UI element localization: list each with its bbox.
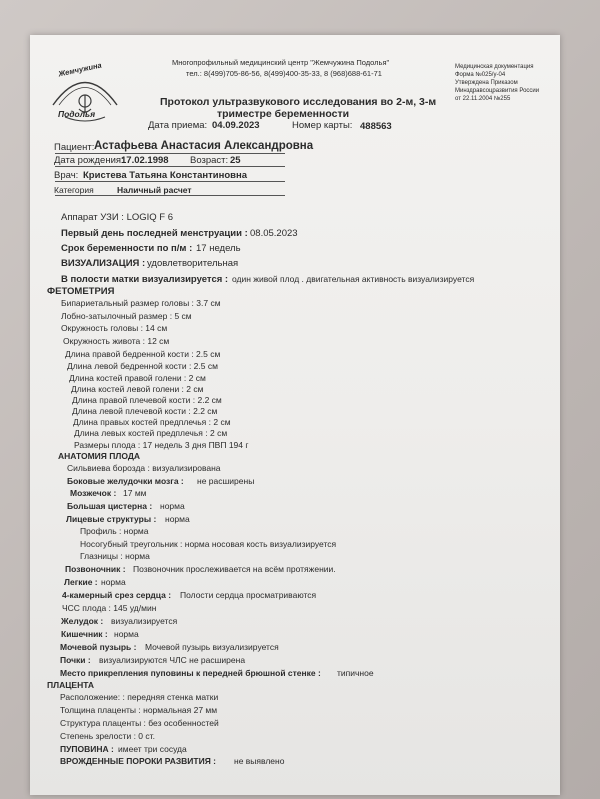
doctor-label: Врач: [54,170,79,181]
spine-value: Позвоночник прослеживается на всём протяжении. [133,564,336,574]
visit-date-value: 04.09.2023 [212,120,260,131]
bladder-label: Мочевой пузырь : [60,642,137,652]
doc-note-1: Медицинская документация [455,64,534,70]
clinic-logo [45,65,125,130]
cerebellum-value: 17 мм [123,488,147,498]
cerebellum-label: Мозжечок : [70,488,117,498]
congenital-defects-label: ВРОЖДЕННЫЕ ПОРОКИ РАЗВИТИЯ : [60,756,217,766]
cisterna-magna-value: норма [160,501,185,511]
patient-name: Астафьева Анастасия Александровна [94,140,314,152]
bladder-value: Мочевой пузырь визуализируется [145,642,279,652]
nasolabial-row: Носогубный треугольник : норма носовая кость визуализируется [80,539,337,549]
fetometry-row: Длина костей левой голени : 2 см [71,384,204,394]
gestation-term-label: Срок беременности по п/м : [61,243,193,254]
doc-note-3: Утверждена Приказом [455,80,518,86]
placenta-structure: Структура плаценты : без особенностей [60,718,219,728]
lateral-ventricles-value: не расширены [197,476,255,486]
divider [55,153,285,154]
category-label: Категория [54,185,94,195]
stomach-value: визуализируется [111,616,178,626]
placenta-location: Расположение: : передняя стенка матки [60,692,219,702]
facial-structures-label: Лицевые структуры : [66,514,157,524]
lateral-ventricles-label: Боковые желудочки мозга : [67,476,184,486]
fetometry-row: Длина правой бедренной кости : 2.5 см [65,349,221,359]
placenta-maturity: Степень зрелости : 0 ст. [60,731,155,741]
center-name: Многопрофильный медицинский центр "Жемчужина Подолья" [172,58,390,67]
logo-text-top: Жемчужина [57,60,103,79]
cord-insertion-label: Место прикрепления пуповины к передней брюшной стенке : [60,668,321,678]
sylvian-fissure: Сильвиева борозда : визуализирована [67,463,221,473]
lungs-value: норма [101,577,126,587]
fetometry-row: Длина левых костей предплечья : 2 см [74,428,228,438]
fetometry-heading: ФЕТОМЕТРИЯ [47,286,115,297]
fetal-heart-rate: ЧСС плода : 145 уд/мин [62,603,157,613]
lungs-label: Легкие : [64,577,98,587]
four-chamber-label: 4-камерный срез сердца : [62,590,172,600]
fetometry-row: Длина правых костей предплечья : 2 см [73,417,231,427]
visualization-label: ВИЗУАЛИЗАЦИЯ : [61,258,146,269]
cord-insertion-value: типичное [337,668,374,678]
age-value: 25 [230,155,241,166]
four-chamber-value: Полости сердца просматриваются [180,590,317,600]
fetometry-row: Длина костей правой голени : 2 см [69,373,206,383]
fetometry-row: Окружность головы : 14 см [61,323,168,333]
fetometry-row: Длина левой бедренной кости : 2.5 см [67,361,218,371]
gestation-term-value: 17 недель [196,243,241,254]
visualization-value: удовлетворительная [147,258,239,269]
profile-row: Профиль : норма [80,526,149,536]
bowel-label: Кишечник : [61,629,108,639]
fetometry-row: Бипариетальный размер головы : 3.7 см [61,298,221,308]
placenta-heading: ПЛАЦЕНТА [47,680,95,690]
fetometry-row: Длина правой плечевой кости : 2.2 см [72,395,222,405]
spine-label: Позвоночник : [65,564,126,574]
lmp-label: Первый день последней менструации : [61,228,248,239]
card-number-label: Номер карты: [292,120,353,131]
fetometry-row: Длина левой плечевой кости : 2.2 см [72,406,218,416]
logo-text-bottom: Подолья [58,109,96,119]
doc-note-4: Минздравсоцразвития России [455,88,540,94]
stomach-label: Желудок : [61,616,104,626]
birth-date-value: 17.02.1998 [121,155,169,166]
fetometry-row: Размеры плода : 17 недель 3 дня ПВП 194 г [74,440,249,450]
protocol-title-line2: триместре беременности [217,108,350,120]
orbits-row: Глазницы : норма [80,551,150,561]
bowel-value: норма [114,629,139,639]
cisterna-magna-label: Большая цистерна : [67,501,153,511]
facial-structures-value: норма [165,514,190,524]
fetometry-row: Окружность живота : 12 см [63,336,170,346]
ultrasound-device: Аппарат УЗИ : LOGIQ F 6 [61,212,174,223]
birth-date-label: Дата рождения: [54,155,124,166]
visit-date-label: Дата приема: [148,120,208,131]
protocol-title-line1: Протокол ультразвукового исследования во 2-м, 3-м [160,96,437,108]
category-value: Наличный расчет [117,185,192,195]
umbilical-cord-label: ПУПОВИНА : [60,744,114,754]
divider [55,195,285,196]
umbilical-cord-value: имеет три сосуда [118,744,187,754]
fetometry-row: Лобно-затылочный размер : 5 см [61,311,192,321]
doctor-name: Кристева Татьяна Константиновна [83,170,248,181]
placenta-thickness: Толщина плаценты : нормальная 27 мм [60,705,218,715]
uterine-cavity-label: В полости матки визуализируется : [61,274,229,285]
kidneys-value: визуализируются ЧЛС не расширена [99,655,246,665]
divider [55,166,285,167]
card-number-value: 488563 [360,121,392,132]
patient-label: Пациент: [54,142,95,153]
doc-note-5: от 22.11.2004 №255 [455,96,511,102]
anatomy-heading: АНАТОМИЯ ПЛОДА [58,451,141,461]
doc-note-2: Форма №025/у-04 [455,72,506,78]
age-label: Возраст: [190,155,229,166]
center-phones: тел.: 8(499)705-86-56, 8(499)400-35-33, 8 (968)688-61-71 [186,69,382,78]
congenital-defects-value: не выявлено [234,756,285,766]
lmp-value: 08.05.2023 [250,228,298,239]
kidneys-label: Почки : [60,655,91,665]
uterine-cavity-value: один живой плод . двигательная активность визуализируется [232,274,475,284]
divider [55,181,285,182]
